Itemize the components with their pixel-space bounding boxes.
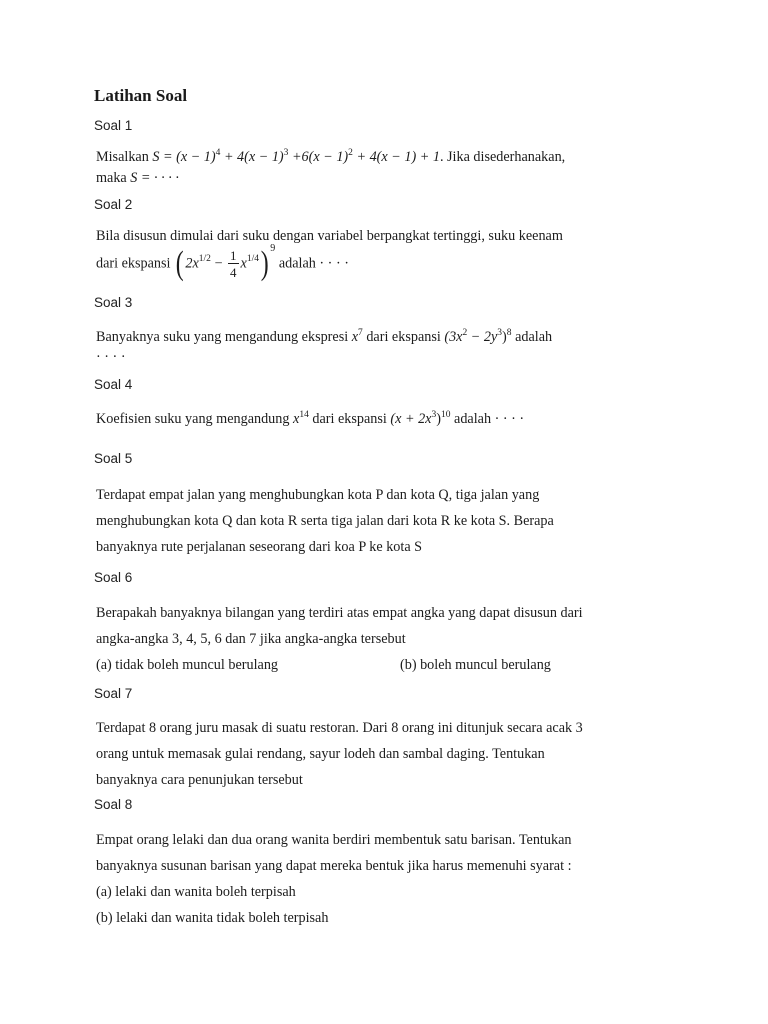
question-6-text: Berapakah banyaknya bilangan yang terdiri atas empat angka yang dapat disusun dari angka-angka 3, 4, 5, 6 dan 7 jika angka-angka tersebut (a) tidak boleh muncul berulang (b) boleh muncul berulang xyxy=(96,600,656,674)
question-4-text: Koefisien suku yang mengandung $x^{14}$ dari ekspansi $(x + 2x^3)^{10}$ adalah · · · · xyxy=(96,410,525,427)
question-7-label: Soal 7 xyxy=(94,686,133,701)
question-1-text: Misalkan $S = (x - 1)^4 + 4(x - 1)^3 +6(x - 1)^2 + 4(x - 1) + 1$. Jika disederhanakan, maka S = · · · · xyxy=(96,148,566,186)
question-1-label: Soal 1 xyxy=(94,118,133,133)
question-8-text: Empat orang lelaki dan dua orang wanita berdiri membentuk satu barisan. Tentukan banyaknya susunan barisan yang dapat mereka bentuk jika harus memenuhi syarat : (a) lelaki dan wanita boleh terpisah (b) lelaki dan wanita tidak boleh terpisah xyxy=(96,832,572,926)
page-title: Latihan Soal xyxy=(94,86,188,105)
question-2-text: Bila disusun dimulai dari suku dengan variabel berpangkat tertinggi, suku keenam dari ekspansi ( $2x^{1/2}$ − $\frac{1}{4}$ $x^{1/4}$) $^9$ adalah · · · · xyxy=(96,228,563,282)
question-2-label: Soal 2 xyxy=(94,197,133,212)
question-4-label: Soal 4 xyxy=(94,377,133,392)
question-5-label: Soal 5 xyxy=(94,451,133,466)
option-b: (b) boleh muncul berulang xyxy=(400,657,551,673)
question-6-label: Soal 6 xyxy=(94,570,133,585)
question-7-text: Terdapat 8 orang juru masak di suatu restoran. Dari 8 orang ini ditunjuk secara acak 3 orang untuk memasak gulai rendang, sayur lodeh dan sambal daging. Tentukan banyaknya cara penunjukan tersebut xyxy=(96,720,583,788)
question-3-label: Soal 3 xyxy=(94,295,133,310)
question-8-label: Soal 8 xyxy=(94,797,133,812)
question-5-text: Terdapat empat jalan yang menghubungkan kota P dan kota Q, tiga jalan yang menghubungkan kota Q dan kota R serta tiga jalan dari kota R ke kota S. Berapa banyaknya rute perjalanan seseorang dari koa P ke kota S xyxy=(96,487,554,555)
option-a: (a) tidak boleh muncul berulang xyxy=(96,657,279,673)
question-3-text: Banyaknya suku yang mengandung ekspresi $x^7$ dari ekspansi $(3x^2 - 2y^3)^8$ adalah · · · · xyxy=(96,328,553,365)
